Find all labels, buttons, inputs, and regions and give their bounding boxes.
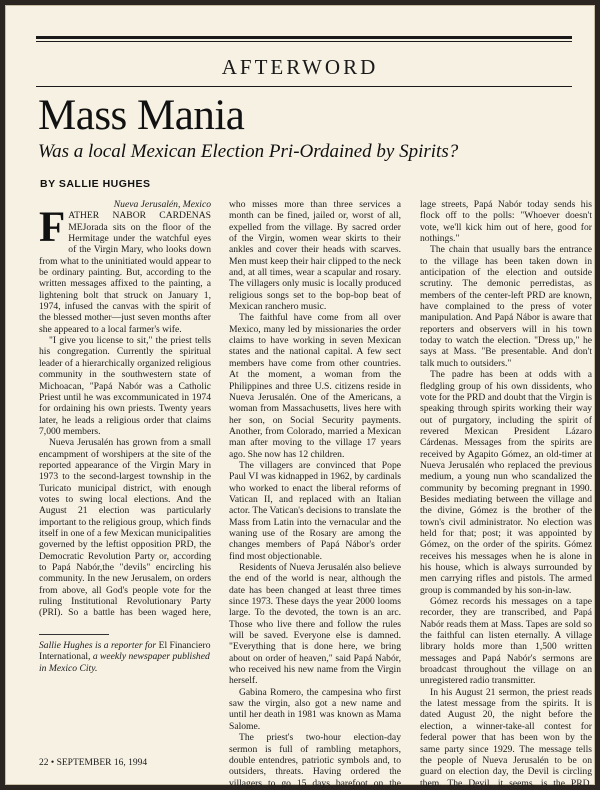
paragraph: The villagers are convinced that Pope Paul VI was kidnapped in 1962, by cardinals who worked to enact the liberal reforms of Vatican II, and replaced with an Italian actor. The Vatican's decisions to translate the Mass from Latin into the vernacular and the waning use of the Rosary are among the changes members of Papá Nábor's order find most objectionable. — [229, 459, 401, 562]
bio-rule — [39, 634, 109, 635]
article-column-1 — [39, 199, 211, 619]
paragraph: Gabina Romero, the campesina who first saw the virgin, also got a new name and until her death in 1981 was known as Mama Salome. — [229, 686, 401, 732]
article-column-2 — [229, 199, 401, 789]
paragraph: The priest's two-hour election-day sermon is full of rambling metaphors, double entendres, patriotic symbols and, to outsiders, threats. Having ordered the villagers to go 15 days barefoot on the — [229, 732, 401, 789]
headline: Mass Mania — [38, 92, 245, 139]
top-rule-thin — [36, 41, 572, 42]
paragraph: FATHER NABOR CARDENAS MEJorada sits on the floor of the Hermitage under the watchful eyes of the Virgin Mary, who looks down from what to the uninitiated would appear to be ordinary painting. But, according to the written messages affixed to the painting, a lightening bolt that struck on January 1, 1974, infused the canvas with the spirit of the blessed mother—just seven months after she appeared to a local farmer's wife. — [39, 204, 211, 335]
paragraph: In his August 21 sermon, the priest reads the latest message from the spirits. It is dated August 20, the night before the election, a winner-take-all contest for federal power that has been won by the same party since 1929. The message tells the people of Nueva Jerusalén to be on guard on election day, the Devil is circling them. The Devil, it seems, is the PRD. — [420, 686, 592, 789]
paragraph: lage streets, Papá Nabór today sends his flock off to the polls: "Whoever doesn't vote, we'll kick him out of here, good for nothings." — [420, 199, 592, 245]
paragraph: The padre has been at odds with a fledgling group of his own dissidents, who vote for the PRD and doubt that the Virgin is speaking through spirits working their way out of purgatory, including the spirit of revered Mexican President Lázaro Cárdenas. Messages from the spirits are received by Agapito Gómez, an old-timer at Nueva Jerusalén who replaced the previous medium, a young nun who scandalized the community by becoming pregnant in 1990. Besides mediating between the village and the divine, Gómez is the brother of the town's civil administrator. No election was held for that; post; it was appointed by Gómez, on the order of the spirits. Gómez receives his messages when he is alone in his house, which is always surrounded by men carrying rifles and pistols. The armed group is commanded by his son-in-law. — [420, 369, 592, 596]
section-title: AFTERWORD — [221, 55, 379, 79]
paragraph: Gómez records his messages on a tape recorder, they are transcribed, and Papá Nabór reads them at Mass. Tapes are sold so the faithful can listen eternally. A village library holds more than 1,500 written messages and Papá Nabór's sermons are broadcast throughout the village on an unregistered radio transmitter. — [420, 596, 592, 687]
author-bio: Sallie Hughes is a reporter for El Financiero International, a weekly newspaper published in Mexico City. — [39, 640, 211, 674]
paragraph: "I give you license to sit," the priest tells his congregation. Currently the spiritual leader of a hierarchically organized religious community in the southwestern state of Michoacan, "Papá Nabór was a Catholic Priest until he was excommunicated in 1974 for ordaining his own priests. Twenty years later, he leads a religious order that claims 7,000 members. — [39, 335, 211, 437]
drop-cap: F — [39, 204, 66, 252]
byline: BY SALLIE HUGHES — [40, 178, 151, 190]
paragraph: who misses more than three services a month can be fined, jailed or, worst of all, expelled from the village. By sacred order of the Virgin, women wear skirts to their ankles and cover their heads with scarves. Men must keep their hair clipped to the neck and, at all times, wear a scapular and rosary. The villagers only music is locally produced religious songs set to the bop-bop beat of Mexican ranchero music. — [229, 199, 401, 313]
dateline: Nueva Jerusalén, Mexico — [113, 199, 211, 210]
page-folio: 22 • SEPTEMBER 16, 1994 — [39, 758, 148, 768]
paragraph: Nueva Jerusalén has grown from a small encampment of worshipers at the site of the reported appearance of the Virgin Mary in 1973 to the second-largest township in the Turicato municipal district, with enough votes to swing local elections. And the August 21 election was particularly important to the religious group, which finds itself in one of a few Mexican municipalities governed by the leftist opposition PRD, the Democratic Revolution Party or, according to Papá Nabór,the "devils" encircling his community. In the new Jerusalem, on orders from above, all God's people vote for the ruling Institutional Revolutionary Party (PRI). So a battle has been waged here, — [39, 437, 211, 619]
deck: Was a local Mexican Election Pri-Ordained by Spirits? — [38, 141, 459, 162]
top-rule — [36, 36, 572, 39]
paragraph: The faithful have come from all over Mexico, many led by missionaries the order claims to have working in seven Mexican states and the national capital. A few sect members have come from other countries. At the moment, a woman from the Philippines and three U.S. citizens reside in Nueva Jerusalén. One of the Americans, a woman from Massachusetts, lives here with her son, on Social Security payments. Another, from Colorado, married a Mexican man after moving to the village 17 years ago. She now has 12 children. — [229, 312, 401, 460]
section-rule — [36, 86, 572, 87]
paragraph: Residents of Nueva Jerusalén also believe the end of the world is near, although the date has been changed at least three times since 1973. These days the year 2000 looms large. To the devoted, the town is an arc. Those who live there and follow the rules will be saved. Everyone else is damned. "Everything that is done here, we bring about on order of heaven," said Papá Nabór, who received his new name from the Virgin herself. — [229, 562, 401, 687]
paragraph: The chain that usually bars the entrance to the village has been taken down in anticipation of the election and outside scrutiny. The demonic perredistas, as members of the center-left PRD are known, have complained to the press of voter manipulation. And Papá Nábor is aware that reporters and observers will in his town today to watch the election. "Dress up," he says at Mass. "Be presentable. And don't talk much to outsiders." — [420, 244, 592, 369]
magazine-page — [6, 6, 594, 789]
article-column-3 — [420, 199, 592, 789]
